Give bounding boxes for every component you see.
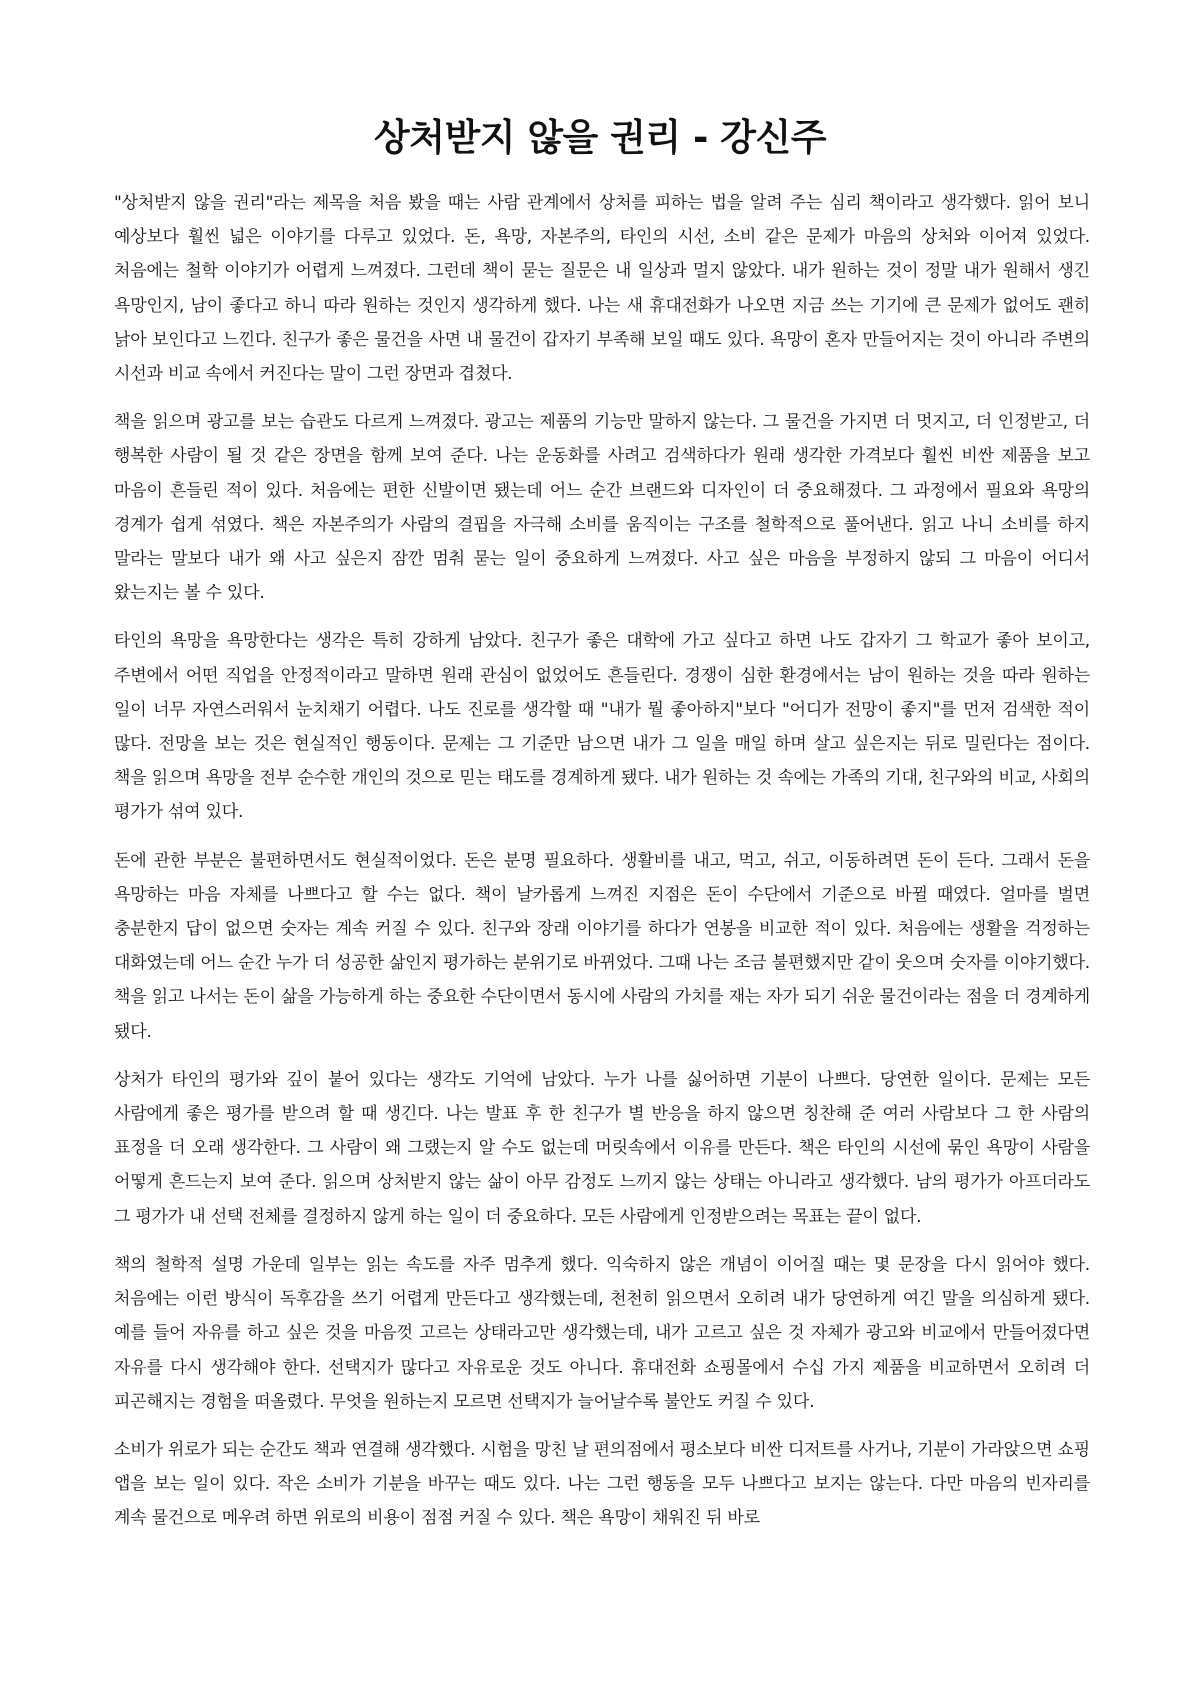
body-paragraph: "상처받지 않을 권리"라는 제목을 처음 봤을 때는 사람 관계에서 상처를 피하는 법을 알려 주는 심리 책이라고 생각했다. 읽어 보니 예상보다 훨씬 넓은 이야기를 다루고 있었다. 돈, 욕망, 자본주의, 타인의 시선, 소비 같은 문제가 마음의 상처와 이어져 있었다. 처음에는 철학 이야기가 어렵게 느껴졌다. 그런데 책이 묻는 질문은 내 일상과 멀지 않았다. 내가 원하는 것이 정말 내가 원해서 생긴 욕망인지, 남이 좋다고 하니 따라 원하는 것인지 생각하게 했다. 나는 새 휴대전화가 나오면 지금 쓰는 기기에 큰 문제가 없어도 괜히 낡아 보인다고 느낀다. 친구가 좋은 물건을 사면 내 물건이 갑자기 부족해 보일 때도 있다. 욕망이 혼자 만들어지는 것이 아니라 주변의 시선과 비교 속에서 커진다는 말이 그런 장면과 겹쳤다. <box>114 193 1090 385</box>
document-title: 상처받지 않을 권리 - 강신주 <box>373 116 827 159</box>
body-paragraph: 소비가 위로가 되는 순간도 책과 연결해 생각했다. 시험을 망친 날 편의점에서 평소보다 비싼 디저트를 사거나, 기분이 가라앉으면 쇼핑 앱을 보는 일이 있다. 작은 소비가 기분을 바꾸는 때도 있다. 나는 그런 행동을 모두 나쁘다고 보지는 않는다. 다만 마음의 빈자리를 계속 물건으로 메우려 하면 위로의 비용이 점점 커질 수 있다. 책은 욕망이 채워진 뒤 바로 <box>114 1439 1090 1529</box>
body-paragraph: 책을 읽으며 광고를 보는 습관도 다르게 느껴졌다. 광고는 제품의 기능만 말하지 않는다. 그 물건을 가지면 더 멋지고, 더 인정받고, 더 행복한 사람이 될 것 같은 장면을 함께 보여 준다. 나는 운동화를 사려고 검색하다가 원래 생각한 가격보다 훨씬 비싼 제품을 보고 마음이 흔들린 적이 있다. 처음에는 편한 신발이면 됐는데 어느 순간 브랜드와 디자인이 더 중요해졌다. 그 과정에서 필요와 욕망의 경계가 쉽게 섞였다. 책은 자본주의가 사람의 결핍을 자극해 소비를 움직이는 구조를 철학적으로 풀어낸다. 읽고 나니 소비를 하지 말라는 말보다 내가 왜 사고 싶은지 잠깐 멈춰 묻는 일이 중요하게 느껴졌다. 사고 싶은 마음을 부정하지 않되 그 마음이 어디서 왔는지는 볼 수 있다. <box>114 412 1090 604</box>
body-paragraph: 상처가 타인의 평가와 깊이 붙어 있다는 생각도 기억에 남았다. 누가 나를 싫어하면 기분이 나쁘다. 당연한 일이다. 문제는 모든 사람에게 좋은 평가를 받으려 할 때 생긴다. 나는 발표 후 한 친구가 별 반응을 하지 않으면 칭찬해 준 여러 사람보다 그 한 사람의 표정을 더 오래 생각한다. 그 사람이 왜 그랬는지 알 수도 없는데 머릿속에서 이유를 만든다. 책은 타인의 시선에 묶인 욕망이 사람을 어떻게 흔드는지 보여 준다. 읽으며 상처받지 않는 삶이 아무 감정도 느끼지 않는 상태는 아니라고 생각했다. 남의 평가가 아프더라도 그 평가가 내 선택 전체를 결정하지 않게 하는 일이 더 중요하다. 모든 사람에게 인정받으려는 목표는 끝이 없다. <box>114 1069 1090 1227</box>
body-paragraph: 돈에 관한 부분은 불편하면서도 현실적이었다. 돈은 분명 필요하다. 생활비를 내고, 먹고, 쉬고, 이동하려면 돈이 든다. 그래서 돈을 욕망하는 마음 자체를 나쁘다고 할 수는 없다. 책이 날카롭게 느껴진 지점은 돈이 수단에서 기준으로 바뀔 때였다. 얼마를 벌면 충분한지 답이 없으면 숫자는 계속 커질 수 있다. 친구와 장래 이야기를 하다가 연봉을 비교한 적이 있다. 처음에는 생활을 걱정하는 대화였는데 어느 순간 누가 더 성공한 삶인지 평가하는 분위기로 바뀌었다. 그때 나는 조금 불편했지만 같이 웃으며 숫자를 이야기했다. 책을 읽고 나서는 돈이 삶을 가능하게 하는 중요한 수단이면서 동시에 사람의 가치를 재는 자가 되기 쉬운 물건이라는 점을 더 경계하게 됐다. <box>114 850 1090 1042</box>
body-paragraph: 타인의 욕망을 욕망한다는 생각은 특히 강하게 남았다. 친구가 좋은 대학에 가고 싶다고 하면 나도 갑자기 그 학교가 좋아 보이고, 주변에서 어떤 직업을 안정적이라고 말하면 원래 관심이 없었어도 흔들린다. 경쟁이 심한 환경에서는 남이 원하는 것을 따라 원하는 일이 너무 자연스러워서 눈치채기 어렵다. 나도 진로를 생각할 때 "내가 뭘 좋아하지"보다 "어디가 전망이 좋지"를 먼저 검색한 적이 많다. 전망을 보는 것은 현실적인 행동이다. 문제는 그 기준만 남으면 내가 그 일을 매일 하며 살고 싶은지는 뒤로 밀린다는 점이다. 책을 읽으며 욕망을 전부 순수한 개인의 것으로 믿는 태도를 경계하게 됐다. 내가 원하는 것 속에는 가족의 기대, 친구와의 비교, 사회의 평가가 섞여 있다. <box>114 631 1090 823</box>
body-paragraph: 책의 철학적 설명 가운데 일부는 읽는 속도를 자주 멈추게 했다. 익숙하지 않은 개념이 이어질 때는 몇 문장을 다시 읽어야 했다. 처음에는 이런 방식이 독후감을 쓰기 어렵게 만든다고 생각했는데, 천천히 읽으면서 오히려 내가 당연하게 여긴 말을 의심하게 됐다. 예를 들어 자유를 하고 싶은 것을 마음껏 고르는 상태라고만 생각했는데, 내가 고르고 싶은 것 자체가 광고와 비교에서 만들어졌다면 자유를 다시 생각해야 한다. 선택지가 많다고 자유로운 것도 아니다. 휴대전화 쇼핑몰에서 수십 가지 제품을 비교하면서 오히려 더 피곤해지는 경험을 떠올렸다. 무엇을 원하는지 모르면 선택지가 늘어날수록 불안도 커질 수 있다. <box>114 1254 1090 1412</box>
document-body <box>114 186 1090 1550</box>
